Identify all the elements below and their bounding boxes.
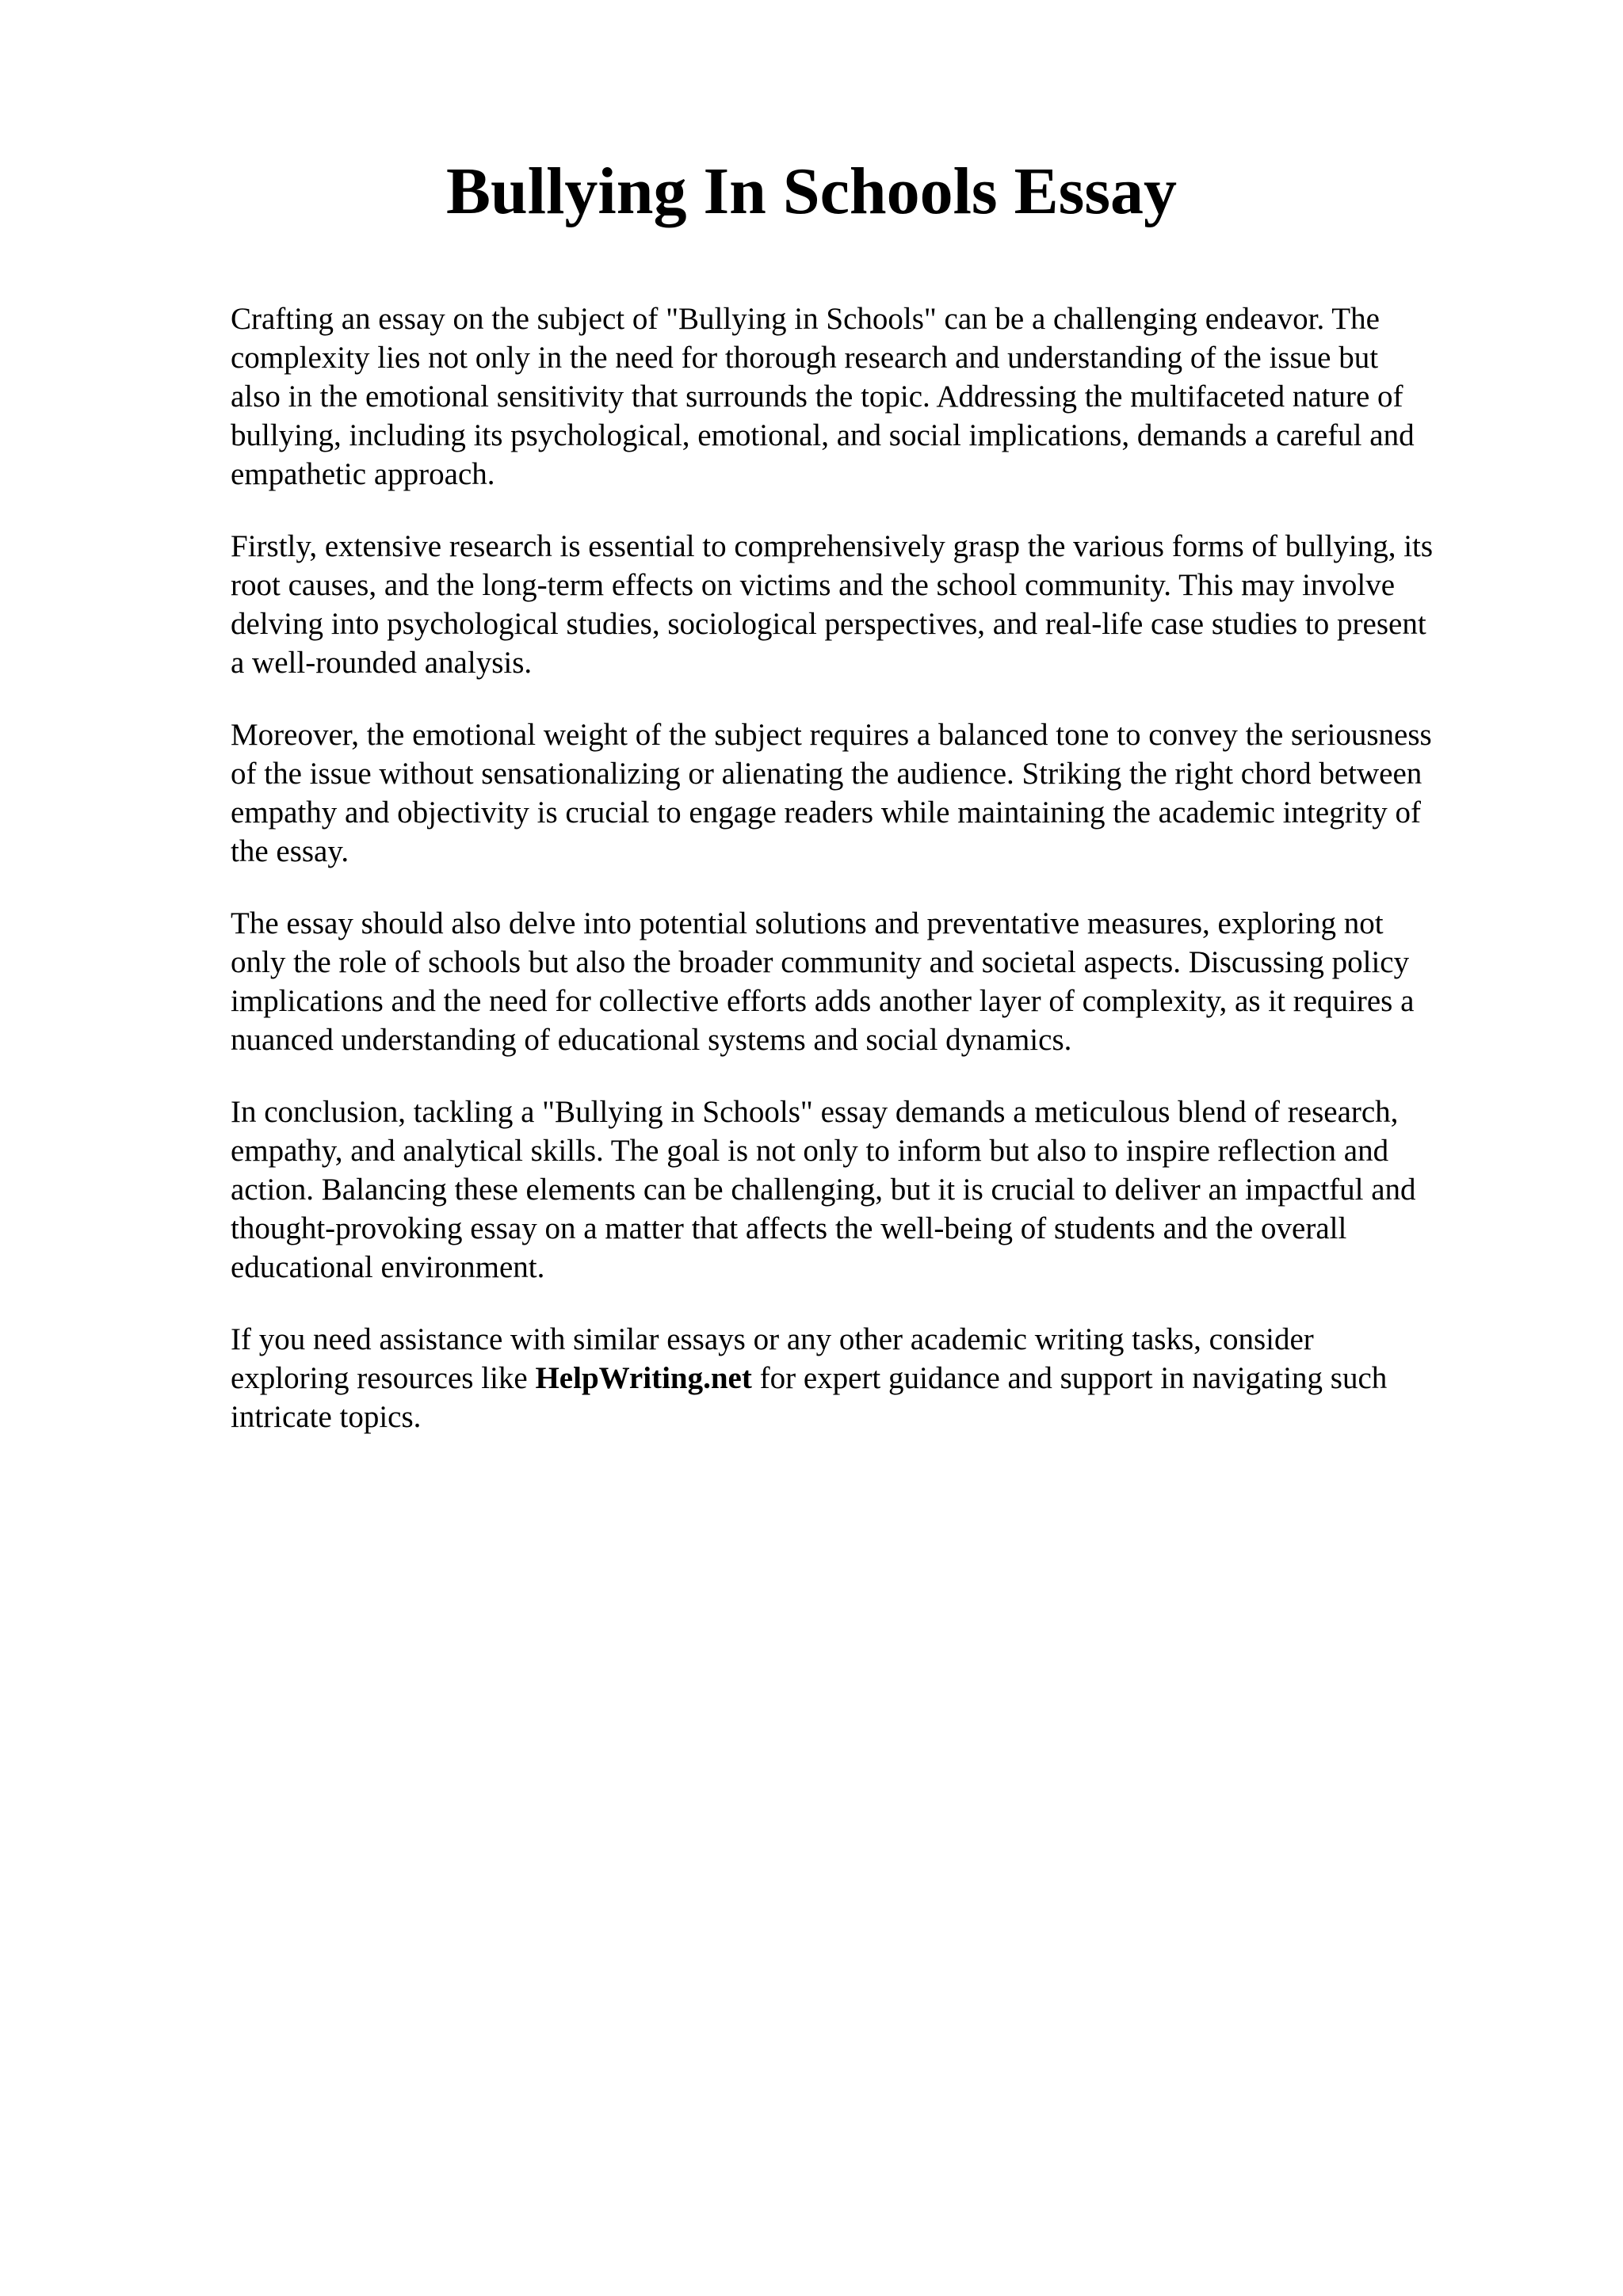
closing-text-before-link: exploring resources like — [231, 1361, 536, 1395]
helpwriting-link[interactable]: HelpWriting.net — [535, 1361, 752, 1395]
paragraph-line: of the issue without sensationalizing or alienating the audience. Striking the right chord between — [231, 757, 1423, 791]
paragraph-line: empathy, and analytical skills. The goal is not only to inform but also to inspire reflection and — [231, 1134, 1389, 1168]
paragraph-line: a well-rounded analysis. — [231, 646, 533, 680]
paragraph-5 — [231, 1093, 1530, 1287]
document-body — [231, 299, 1530, 1470]
paragraph-line: action. Balancing these elements can be challenging, but it is crucial to deliver an impactful and — [231, 1173, 1416, 1207]
paragraph-4 — [231, 904, 1530, 1059]
paragraph-line: Crafting an essay on the subject of "Bullying in Schools" can be a challenging endeavor. The — [231, 302, 1380, 336]
paragraph-line: If you need assistance with similar essays or any other academic writing tasks, consider — [231, 1322, 1314, 1356]
paragraph-line: The essay should also delve into potential solutions and preventative measures, exploring not — [231, 906, 1384, 940]
paragraph-line — [231, 1359, 1530, 1398]
document-title: Bullying In Schools Essay — [445, 154, 1178, 228]
paragraph-line: intricate topics. — [231, 1400, 422, 1434]
paragraph-line: the essay. — [231, 834, 349, 868]
paragraph-line: In conclusion, tackling a "Bullying in Schools" essay demands a meticulous blend of research, — [231, 1095, 1399, 1129]
paragraph-3 — [231, 715, 1530, 871]
paragraph-line: complexity lies not only in the need for thorough research and understanding of the issue but — [231, 341, 1379, 375]
paragraph-line: delving into psychological studies, sociological perspectives, and real-life case studies to present — [231, 607, 1426, 641]
paragraph-line: implications and the need for collective efforts adds another layer of complexity, as it requires a — [231, 984, 1415, 1018]
paragraph-2 — [231, 527, 1530, 682]
paragraph-line: only the role of schools but also the broader community and societal aspects. Discussing policy — [231, 945, 1410, 979]
paragraph-line: also in the emotional sensitivity that surrounds the topic. Addressing the multifaceted nature of — [231, 379, 1403, 414]
paragraph-line: educational environment. — [231, 1250, 545, 1284]
paragraph-1 — [231, 299, 1530, 494]
paragraph-line: bullying, including its psychological, emotional, and social implications, demands a careful and — [231, 418, 1415, 452]
paragraph-line: thought-provoking essay on a matter that affects the well-being of students and the overall — [231, 1211, 1347, 1245]
paragraph-line: Moreover, the emotional weight of the subject requires a balanced tone to convey the seriousness — [231, 718, 1432, 752]
paragraph-line: Firstly, extensive research is essential to comprehensively grasp the various forms of bullying, its — [231, 529, 1434, 563]
paragraph-line: nuanced understanding of educational systems and social dynamics. — [231, 1023, 1072, 1057]
closing-text-after-link: for expert guidance and support in navigating such — [751, 1361, 1388, 1395]
paragraph-line: empathy and objectivity is crucial to engage readers while maintaining the academic integrity of — [231, 795, 1422, 830]
paragraph-line: empathetic approach. — [231, 457, 495, 491]
paragraph-closing — [231, 1320, 1530, 1436]
paragraph-line: root causes, and the long-term effects on victims and the school community. This may involve — [231, 568, 1396, 602]
